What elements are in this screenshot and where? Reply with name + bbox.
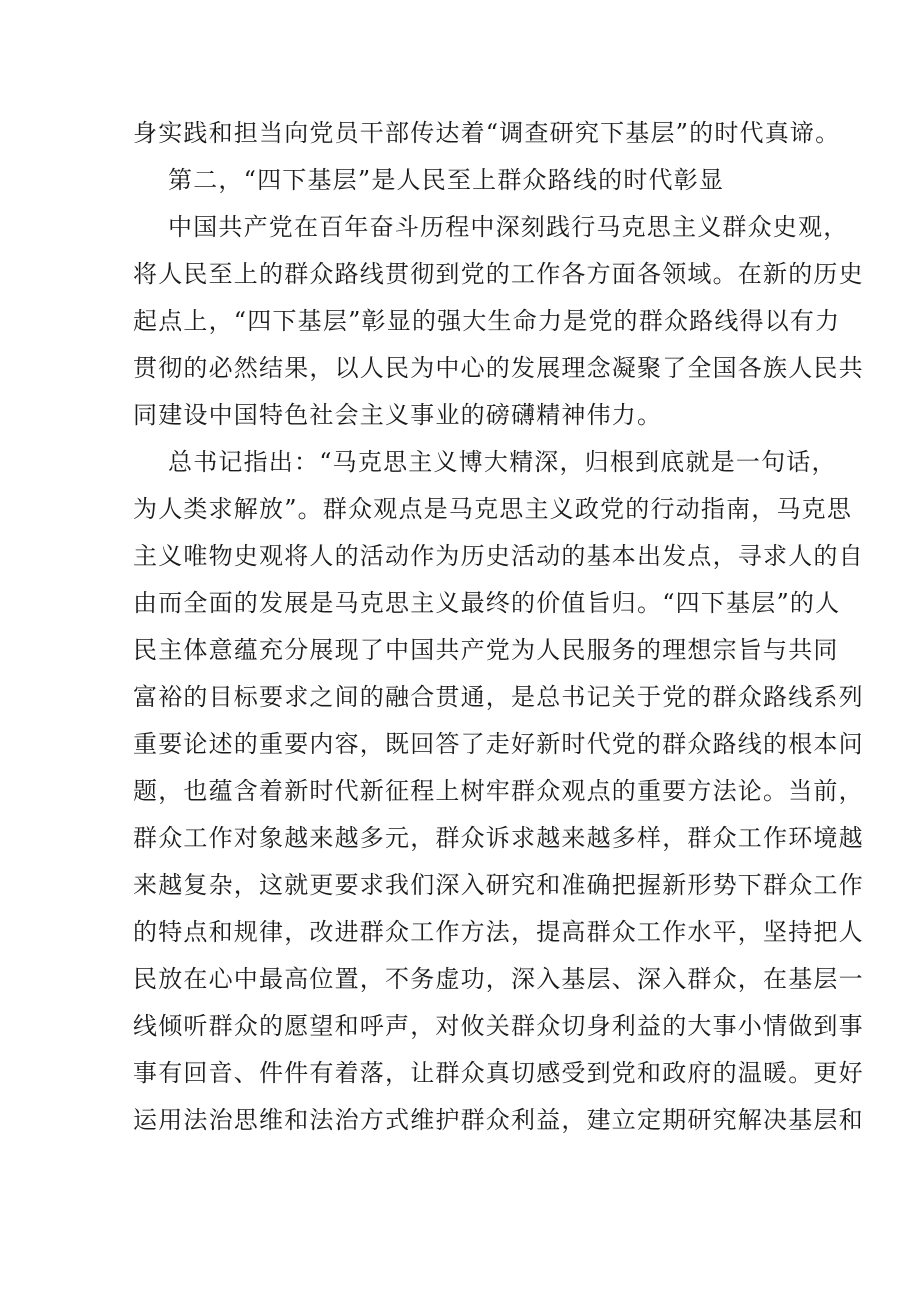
- text-line-18: 的特点和规律，改进群众工作方法，提高群众工作水平，坚持把人: [133, 918, 864, 946]
- document-body: [133, 110, 864, 1144]
- text-line-22: 运用法治思维和法治方式维护群众利益，建立定期研究解决基层和: [133, 1106, 864, 1134]
- text-line-20: 线倾听群众的愿望和呼声，对攸关群众切身利益的大事小情做到事: [133, 1012, 864, 1040]
- section-heading: 第二，“四下基层”是人民至上群众路线的时代彰显: [168, 166, 725, 194]
- text-line-4: 将人民至上的群众路线贯彻到党的工作各方面各领域。在新的历史: [133, 260, 864, 288]
- text-line-17: 来越复杂，这就更要求我们深入研究和准确把握新形势下群众工作: [133, 871, 864, 899]
- text-line-13: 富裕的目标要求之间的融合贯通，是总书记关于党的群众路线系列: [133, 683, 864, 711]
- text-line-10: 主义唯物史观将人的活动作为历史活动的基本出发点，寻求人的自: [133, 542, 864, 570]
- text-line-14: 重要论述的重要内容，既回答了走好新时代党的群众路线的根本问: [133, 730, 864, 758]
- text-line-5: 起点上，“四下基层”彰显的强大生命力是党的群众路线得以有力: [133, 307, 841, 335]
- text-line-8: 总书记指出：“马克思主义博大精深，归根到底就是一句话，: [168, 448, 837, 476]
- text-line-12: 民主体意蕴充分展现了中国共产党为人民服务的理想宗旨与共同: [133, 636, 839, 664]
- text-line-1: 身实践和担当向党员干部传达着“调查研究下基层”的时代真谛。: [133, 119, 841, 147]
- text-line-3: 中国共产党在百年奋斗历程中深刻践行马克思主义群众史观，: [168, 213, 849, 241]
- text-line-16: 群众工作对象越来越多元，群众诉求越来越多样，群众工作环境越: [133, 824, 864, 852]
- text-line-7: 同建设中国特色社会主义事业的磅礴精神伟力。: [133, 401, 663, 429]
- text-line-21: 事有回音、件件有着落，让群众真切感受到党和政府的温暖。更好: [133, 1059, 864, 1087]
- text-line-6: 贯彻的必然结果，以人民为中心的发展理念凝聚了全国各族人民共: [133, 354, 864, 382]
- text-line-19: 民放在心中最高位置，不务虚功，深入基层、深入群众，在基层一: [133, 965, 864, 993]
- text-line-15: 题，也蕴含着新时代新征程上树牢群众观点的重要方法论。当前，: [133, 777, 864, 805]
- text-line-9: 为人类求解放”。群众观点是马克思主义政党的行动指南，马克思: [133, 495, 853, 523]
- text-line-11: 由而全面的发展是马克思主义最终的价值旨归。“四下基层”的人: [133, 589, 841, 617]
